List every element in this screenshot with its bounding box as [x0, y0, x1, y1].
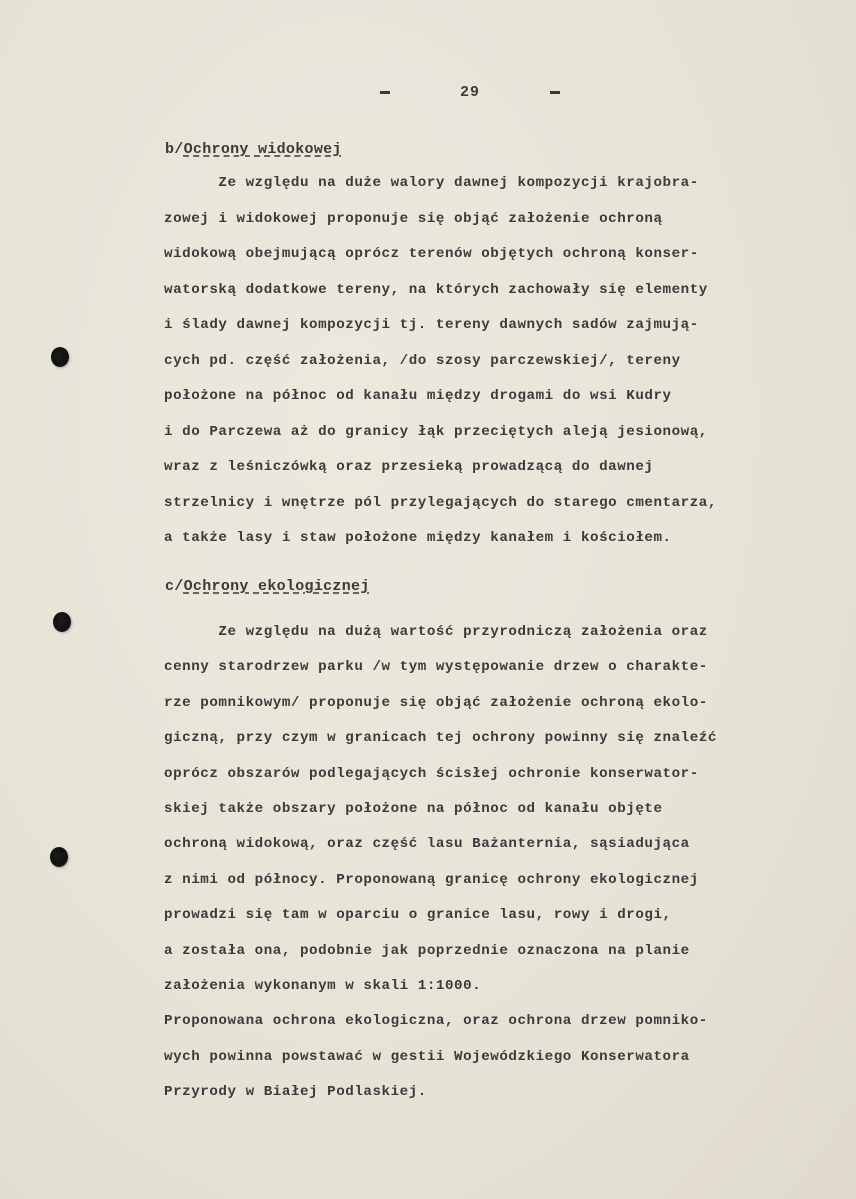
- section-c-line: a została ona, podobnie jak poprzednie oznaczona na planie: [164, 942, 690, 959]
- section-b-line: watorską dodatkowe tereny, na których zachowały się elementy: [164, 281, 708, 298]
- section-b-line: a także lasy i staw położone między kanałem i kościołem.: [164, 530, 672, 546]
- section-c-line: wych powinna powstawać w gestii Wojewódzkiego Konserwatora: [164, 1048, 690, 1065]
- section-c-line: giczną, przy czym w granicach tej ochrony powinny się znaleźć: [164, 730, 717, 747]
- section-b-line: wraz z leśniczówką oraz przesieką prowadzącą do dawnej: [164, 459, 654, 475]
- section-b-line: widokową obejmującą oprócz terenów objętych ochroną konser-: [164, 246, 699, 262]
- section-c-line: oprócz obszarów podlegających ścisłej ochronie konserwator-: [164, 765, 699, 782]
- punch-hole: [53, 612, 71, 632]
- section-c-line: założenia wykonanym w skali 1:1000.: [164, 978, 482, 994]
- dash-right: [550, 91, 560, 94]
- section-b-heading: [165, 141, 342, 158]
- punch-hole: [51, 347, 69, 367]
- page-number: [380, 84, 560, 101]
- section-c-title: Ochrony ekologicznej: [183, 578, 370, 595]
- section-c-heading: [165, 578, 370, 595]
- section-b-line: położone na północ od kanału między drogami do wsi Kudry: [164, 388, 672, 404]
- section-b-title: Ochrony widokowej: [183, 141, 342, 158]
- section-c-prefix: c/: [165, 578, 184, 595]
- section-c-line: Proponowana ochrona ekologiczna, oraz ochrona drzew pomniko-: [164, 1013, 708, 1030]
- section-c-line: skiej także obszary położone na północ od kanału objęte: [164, 801, 663, 817]
- section-c-line: prowadzi się tam w oparciu o granice lasu, rowy i drogi,: [164, 907, 672, 924]
- section-b-prefix: b/: [165, 141, 184, 158]
- section-b-line: i do Parczewa aż do granicy łąk przeciętych aleją jesionową,: [164, 423, 708, 440]
- section-c-line: Ze względu na dużą wartość przyrodniczą założenia oraz: [164, 624, 708, 640]
- section-b-line: cych pd. część założenia, /do szosy parczewskiej/, tereny: [164, 352, 681, 369]
- punch-hole: [50, 847, 68, 867]
- section-c-line: Przyrody w Białej Podlaskiej.: [164, 1084, 427, 1101]
- dash-left: [380, 91, 390, 94]
- section-c-line: z nimi od północy. Proponowaną granicę ochrony ekologicznej: [164, 871, 699, 888]
- section-c-line: cenny starodrzew parku /w tym występowanie drzew o charakte-: [164, 659, 708, 676]
- section-b-line: zowej i widokowej proponuje się objąć założenie ochroną: [164, 210, 663, 227]
- section-c-line: ochroną widokową, oraz część lasu Bażanternia, sąsiadująca: [164, 836, 690, 853]
- page-number-value: 29: [459, 84, 480, 101]
- section-b-line: Ze względu na duże walory dawnej kompozycji krajobra-: [164, 175, 699, 191]
- section-b-line: strzelnicy i wnętrze pól przylegających do starego cmentarza,: [164, 494, 717, 511]
- section-b-line: i ślady dawnej kompozycji tj. tereny dawnych sadów zajmują-: [164, 317, 699, 333]
- section-c-line: rze pomnikowym/ proponuje się objąć założenie ochroną ekolo-: [164, 694, 708, 711]
